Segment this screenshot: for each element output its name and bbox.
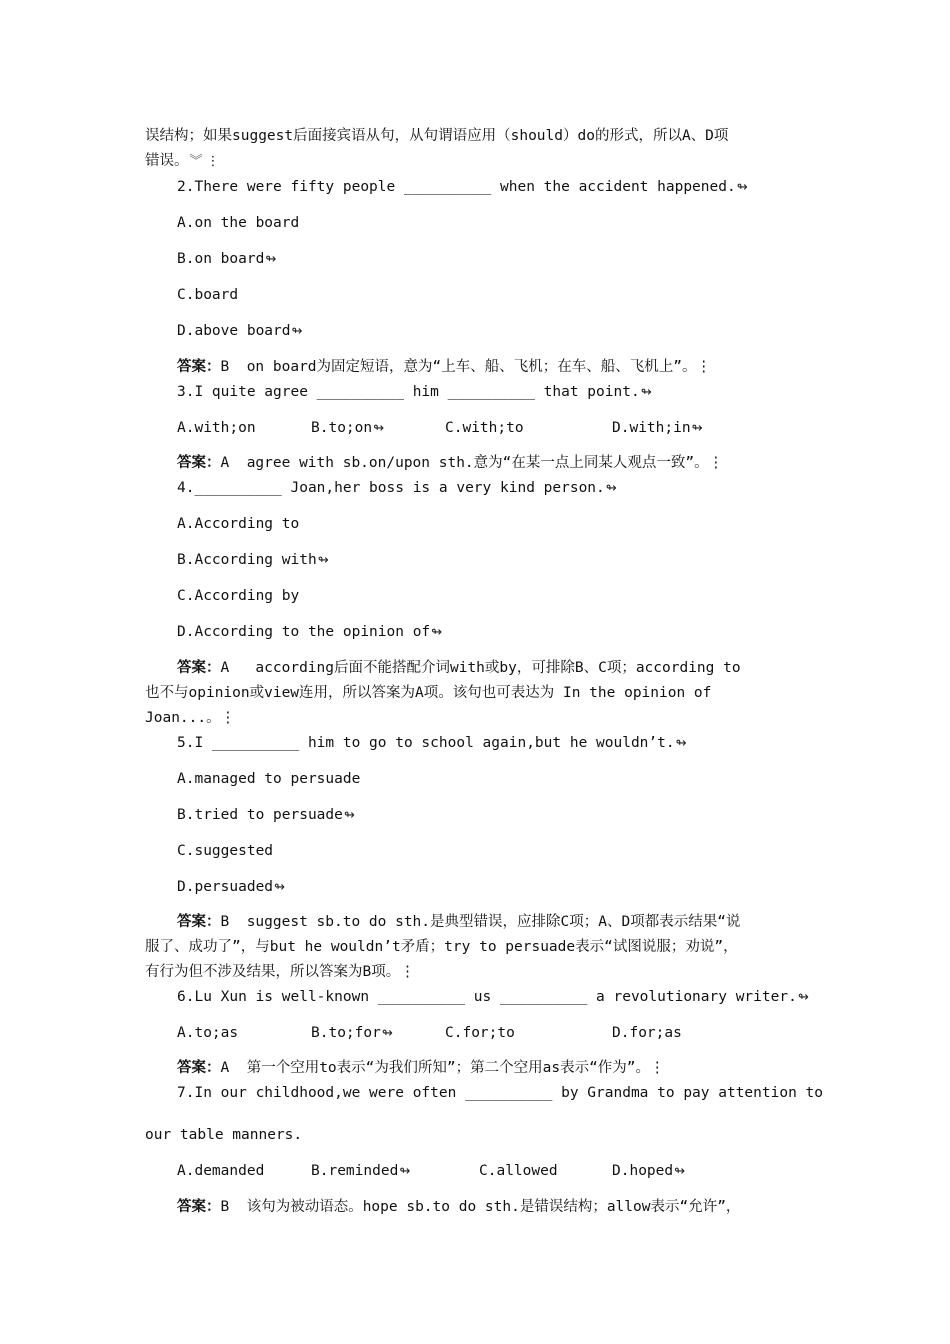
rabbit-mark-icon: ↬ xyxy=(373,421,385,436)
question-5-text: 5.I __________ him to go to school again,but he wouldn’t. xyxy=(177,735,675,751)
question-5-option-d xyxy=(177,877,285,897)
question-4-answer-text-1: A according后面不能搭配介词with或by，可排除B、C项；according to xyxy=(220,660,741,676)
question-7-answer-text: B 该句为被动语态。hope sb.to do sth.是错误结构；allow表示“允许”， xyxy=(220,1199,741,1215)
rabbit-mark-icon: ↬ xyxy=(291,324,303,339)
rabbit-mark-icon: ↬ xyxy=(381,1026,393,1041)
question-5-option-b xyxy=(177,805,355,825)
question-7-option-a: A.demanded xyxy=(177,1163,265,1179)
answer-label: 答案： xyxy=(177,1199,221,1215)
question-3-answer xyxy=(177,453,723,473)
question-5-answer-line-2: 服了、成功了”，与but he wouldn’t矛盾；try to persuade表示“试图说服；劝说”， xyxy=(145,939,738,955)
question-4-option-d xyxy=(177,622,442,642)
question-7-stem-line-2: our table manners. xyxy=(145,1127,303,1143)
rabbit-mark-icon: ↬ xyxy=(399,1164,411,1179)
question-2-option-d xyxy=(177,321,302,341)
question-5-option-b-text: B.tried to persuade xyxy=(177,807,343,823)
rabbit-mark-icon: ↬ xyxy=(317,553,329,568)
question-4-text: 4.__________ Joan,her boss is a very kind person. xyxy=(177,480,605,496)
question-5-option-c: C.suggested xyxy=(177,843,274,859)
question-6-stem xyxy=(177,987,809,1007)
question-5-option-d-text: D.persuaded xyxy=(177,879,274,895)
rabbit-mark-icon: ↬ xyxy=(675,736,687,751)
question-2-option-c: C.board xyxy=(177,287,239,303)
rabbit-mark-icon: ↬ xyxy=(431,625,443,640)
question-5-answer-text-1: B suggest sb.to do sth.是典型错误，应排除C项；A、D项都表示结果“说 xyxy=(220,914,741,930)
question-7-answer xyxy=(177,1197,740,1217)
question-3-option-d-text: D.with;in xyxy=(612,420,691,436)
rabbit-mark-icon: ↬ xyxy=(797,990,809,1005)
question-2-answer-text: B on board为固定短语，意为“上车、船、飞机；在车、船、飞机上”。⋮ xyxy=(220,359,711,375)
question-3-option-d xyxy=(612,418,702,439)
question-6-option-d: D.for;as xyxy=(612,1025,682,1041)
chevron-mark-icon: ︾ xyxy=(189,154,203,169)
question-2-answer xyxy=(177,357,711,377)
question-6-answer xyxy=(177,1058,665,1078)
question-3-option-c: C.with;to xyxy=(445,420,524,436)
question-4-option-c: C.According by xyxy=(177,588,300,604)
rabbit-mark-icon: ↬ xyxy=(640,385,652,400)
answer-label: 答案： xyxy=(177,359,221,375)
question-3-stem xyxy=(177,382,652,402)
question-6-answer-text: A 第一个空用to表示“为我们所知”；第二个空用as表示“作为”。⋮ xyxy=(220,1060,665,1076)
question-2-stem xyxy=(177,177,748,197)
question-4-answer-line-1 xyxy=(177,658,741,678)
rabbit-mark-icon: ↬ xyxy=(605,481,617,496)
question-5-answer-line-3: 有行为但不涉及结果，所以答案为B项。⋮ xyxy=(145,964,415,980)
question-4-option-b xyxy=(177,550,329,570)
answer-label: 答案： xyxy=(177,1060,221,1076)
question-7-option-b-text: B.reminded xyxy=(311,1163,399,1179)
question-2-option-d-text: D.above board xyxy=(177,323,291,339)
question-3-answer-text: A agree with sb.on/upon sth.意为“在某一点上同某人观点一致”。⋮ xyxy=(220,455,724,471)
question-2-option-b-text: B.on board xyxy=(177,251,265,267)
question-4-option-b-text: B.According with xyxy=(177,552,317,568)
question-3-text: 3.I quite agree __________ him __________ that point. xyxy=(177,384,640,400)
intro-line-2 xyxy=(145,151,220,171)
question-4-option-a: A.According to xyxy=(177,516,300,532)
question-2-option-a: A.on the board xyxy=(177,215,300,231)
question-6-option-c: C.for;to xyxy=(445,1025,515,1041)
rabbit-mark-icon: ↬ xyxy=(265,252,277,267)
question-3-option-b xyxy=(311,418,384,439)
question-3-option-b-text: B.to;on xyxy=(311,420,373,436)
intro-tail: ⋮ xyxy=(206,154,220,169)
question-4-answer-line-2: 也不与opinion或view连用，所以答案为A项。该句也可表达为 In the opinion of xyxy=(145,685,712,701)
answer-label: 答案： xyxy=(177,455,221,471)
question-5-option-a: A.managed to persuade xyxy=(177,771,361,787)
question-6-option-b xyxy=(311,1023,393,1044)
question-6-option-a: A.to;as xyxy=(177,1025,239,1041)
intro-line-2-text: 错误。 xyxy=(145,153,189,169)
question-2-text: 2.There were fifty people __________ when the accident happened. xyxy=(177,179,736,195)
question-5-answer-line-1 xyxy=(177,912,740,932)
question-3-option-a: A.with;on xyxy=(177,420,256,436)
question-2-option-b xyxy=(177,249,276,269)
question-4-answer-line-3: Joan...。⋮ xyxy=(145,710,236,726)
rabbit-mark-icon: ↬ xyxy=(274,880,285,895)
rabbit-mark-icon: ↬ xyxy=(343,808,355,823)
question-7-option-c: C.allowed xyxy=(479,1163,558,1179)
question-6-text: 6.Lu Xun is well-known __________ us __________ a revolutionary writer. xyxy=(177,989,797,1005)
rabbit-mark-icon: ↬ xyxy=(691,421,703,436)
question-6-option-b-text: B.to;for xyxy=(311,1025,381,1041)
rabbit-mark-icon: ↬ xyxy=(674,1164,686,1179)
question-7-stem-line-1: 7.In our childhood,we were often __________ by Grandma to pay attention to xyxy=(177,1085,824,1101)
question-5-stem xyxy=(177,733,687,753)
rabbit-mark-icon: ↬ xyxy=(736,180,748,195)
answer-label: 答案： xyxy=(177,914,221,930)
question-7-option-d-text: D.hoped xyxy=(612,1163,674,1179)
question-7-option-d xyxy=(612,1161,685,1182)
intro-line-1: 误结构；如果suggest后面接宾语从句，从句谓语应用（should）do的形式，所以A、D项 xyxy=(145,128,729,144)
question-4-stem xyxy=(177,478,617,498)
question-4-option-d-text: D.According to the opinion of xyxy=(177,624,431,640)
question-7-option-b xyxy=(311,1161,410,1182)
answer-label: 答案： xyxy=(177,660,221,676)
